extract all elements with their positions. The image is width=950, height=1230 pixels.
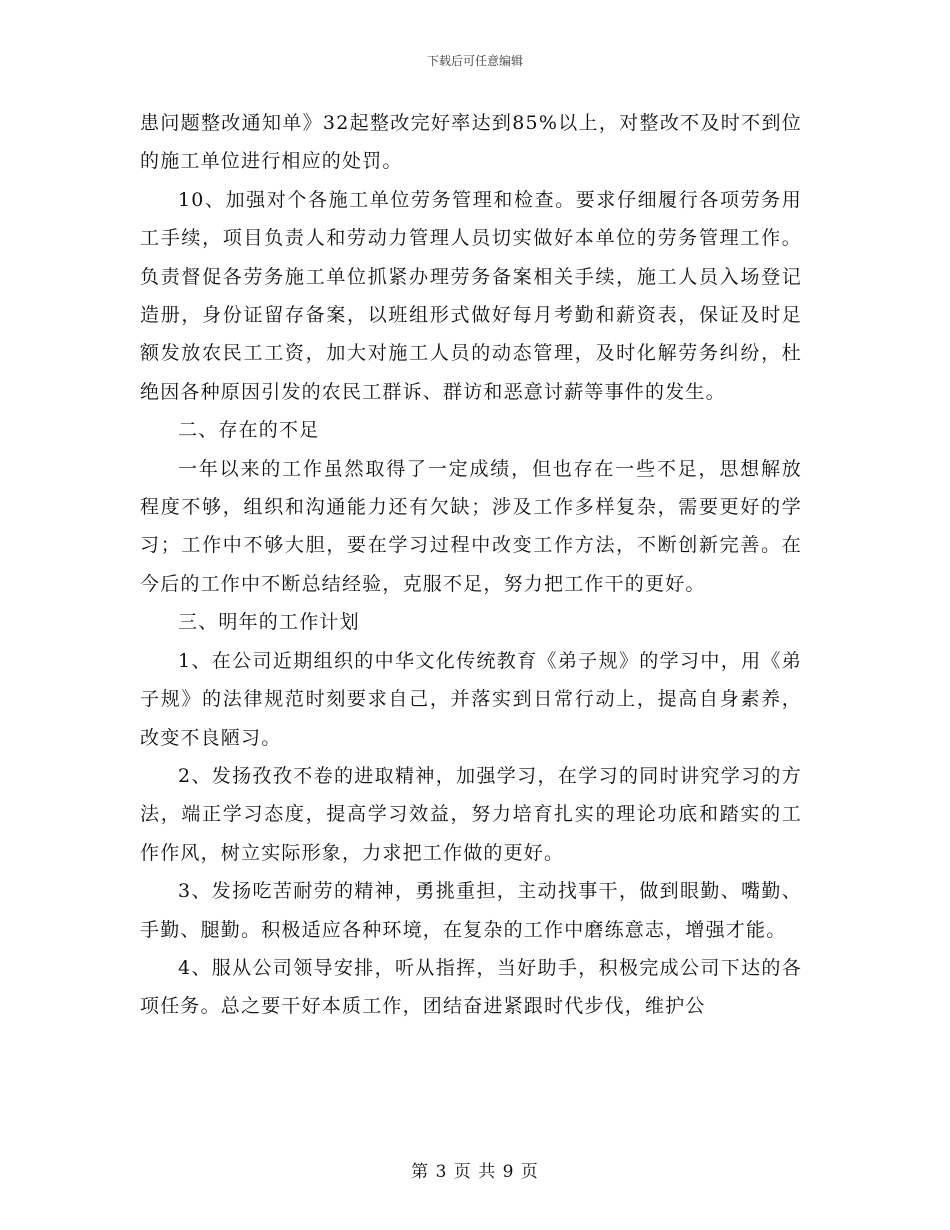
plan-item-4: 4、服从公司领导安排，听从指挥，当好助手，积极完成公司下达的各项任务。总之要干好本质工作，团结奋进紧跟时代步伐，维护公 (140, 956, 802, 1018)
section-heading-2: 二、存在的不足 (178, 419, 320, 442)
page-number: 第 3 页 共 9 页 (411, 1162, 539, 1182)
plan-item-3: 3、发扬吃苦耐劳的精神，勇挑重担，主动找事干，做到眼勤、嘴勤、手勤、腿勤。积极适应各种环境，在复杂的工作中磨练意志，增强才能。 (140, 880, 802, 941)
page-header: 下载后可任意编辑 (426, 54, 523, 68)
plan-item-2: 2、发扬孜孜不卷的进取精神，加强学习，在学习的同时讲究学习的方法，端正学习态度，提高学习效益，努力培育扎实的理论功底和踏实的工作作风，树立实际形象，力求把工作做的更好。 (140, 764, 802, 864)
paragraph-1: 患问题整改通知单》32起整改完好率达到85%以上，对整改不及时不到位的施工单位进行相应的处罚。 (140, 112, 802, 173)
plan-item-1: 1、在公司近期组织的中华文化传统教育《弟子规》的学习中，用《弟子规》的法律规范时刻要求自己，并落实到日常行动上，提高自身素养，改变不良陋习。 (140, 649, 802, 749)
section-heading-3: 三、明年的工作计划 (178, 611, 360, 634)
paragraph-3: 一年以来的工作虽然取得了一定成绩，但也存在一些不足，思想解放程度不够，组织和沟通能力还有欠缺；涉及工作多样复杂，需要更好的学习；工作中不够大胆，要在学习过程中改变工作方法，不断创新完善。在今后的工作中不断总结经验，克服不足，努力把工作干的更好。 (140, 457, 802, 595)
document-body (140, 104, 802, 1026)
paragraph-2: 10、加强对个各施工单位劳务管理和检查。要求仔细履行各项劳务用工手续，项目负责人和劳动力管理人员切实做好本单位的劳务管理工作。负责督促各劳务施工单位抓紧办理劳务备案相关手续，施工人员入场登记造册，身份证留存备案，以班组形式做好每月考勤和薪资表，保证及时足额发放农民工工资，加大对施工人员的动态管理，及时化解劳务纠纷，杜绝因各种原因引发的农民工群诉、群访和恶意讨薪等事件的发生。 (140, 188, 802, 403)
